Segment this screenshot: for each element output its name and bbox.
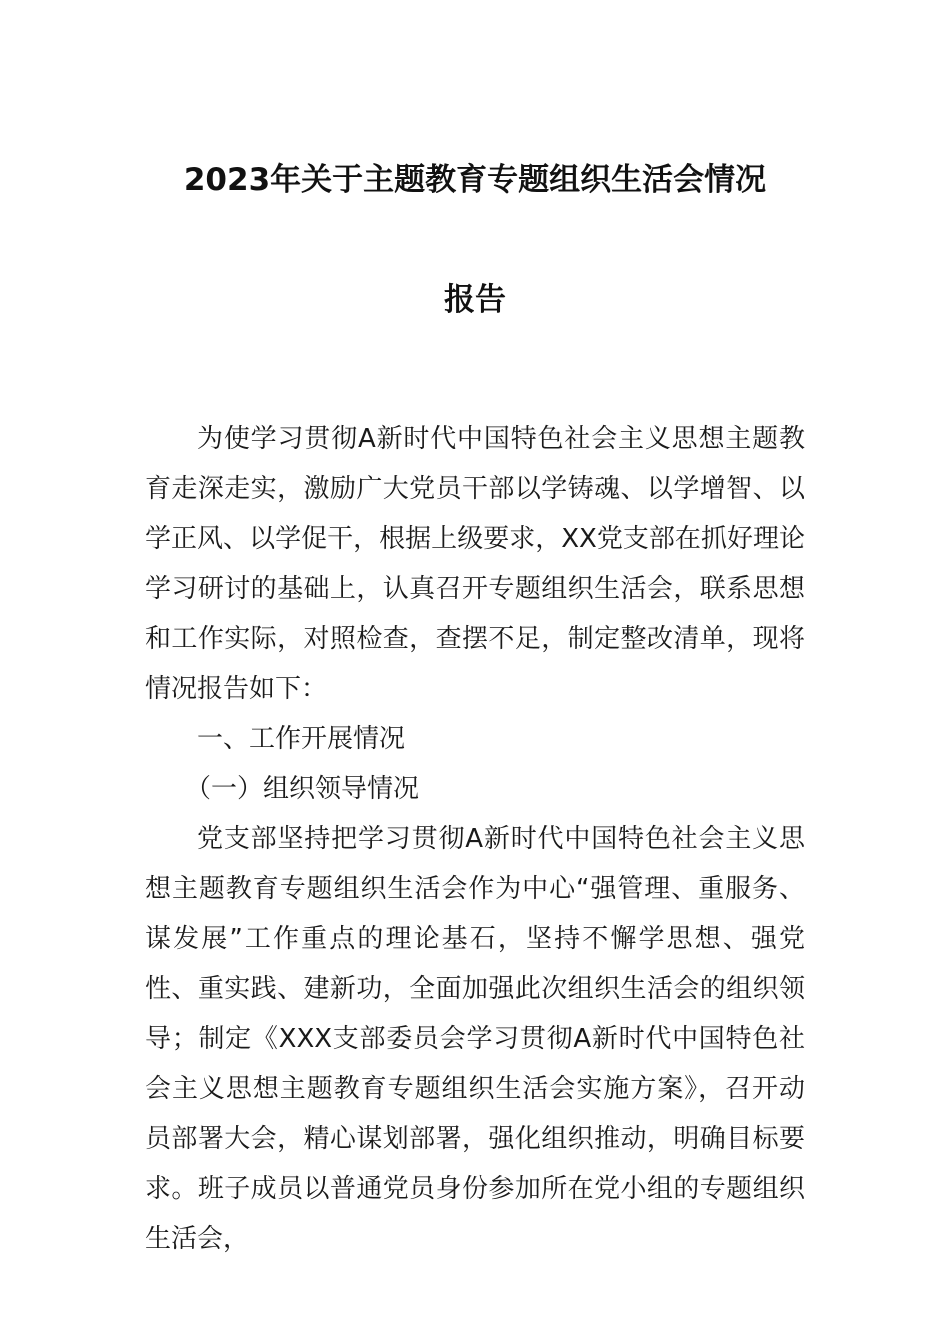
body-paragraph: 党支部坚持把学习贯彻A新时代中国特色社会主义思想主题教育专题组织生活会作为中心“强管理、重服务、谋发展”工作重点的理论基石，坚持不懈学思想、强党性、重实践、建新功，全面加强此次组织生活会的组织领导；制定《XXX支部委员会学习贯彻A新时代中国特色社会主义思想主题教育专题组织生活会实施方案》，召开动员部署大会，精心谋划部署，强化组织推动，明确目标要求。班子成员以普通党员身份参加所在党小组的专题组织生活会，: [145, 824, 805, 1254]
section-heading-1: 一、工作开展情况: [197, 724, 406, 754]
intro-paragraph: 为使学习贯彻A新时代中国特色社会主义思想主题教育走深走实，激励广大党员干部以学铸魂、以学增智、以学正风、以学促干，根据上级要求，XX党支部在抓好理论学习研讨的基础上，认真召开专题组织生活会，联系思想和工作实际，对照检查，查摆不足，制定整改清单，现将情况报告如下：: [145, 424, 805, 704]
document-title-line-2: 报告: [444, 282, 506, 318]
document-title-line-1: 2023年关于主题教育专题组织生活会情况: [183, 162, 767, 198]
document-body: [145, 414, 805, 1264]
subsection-heading-1: （一）组织领导情况: [185, 774, 420, 804]
